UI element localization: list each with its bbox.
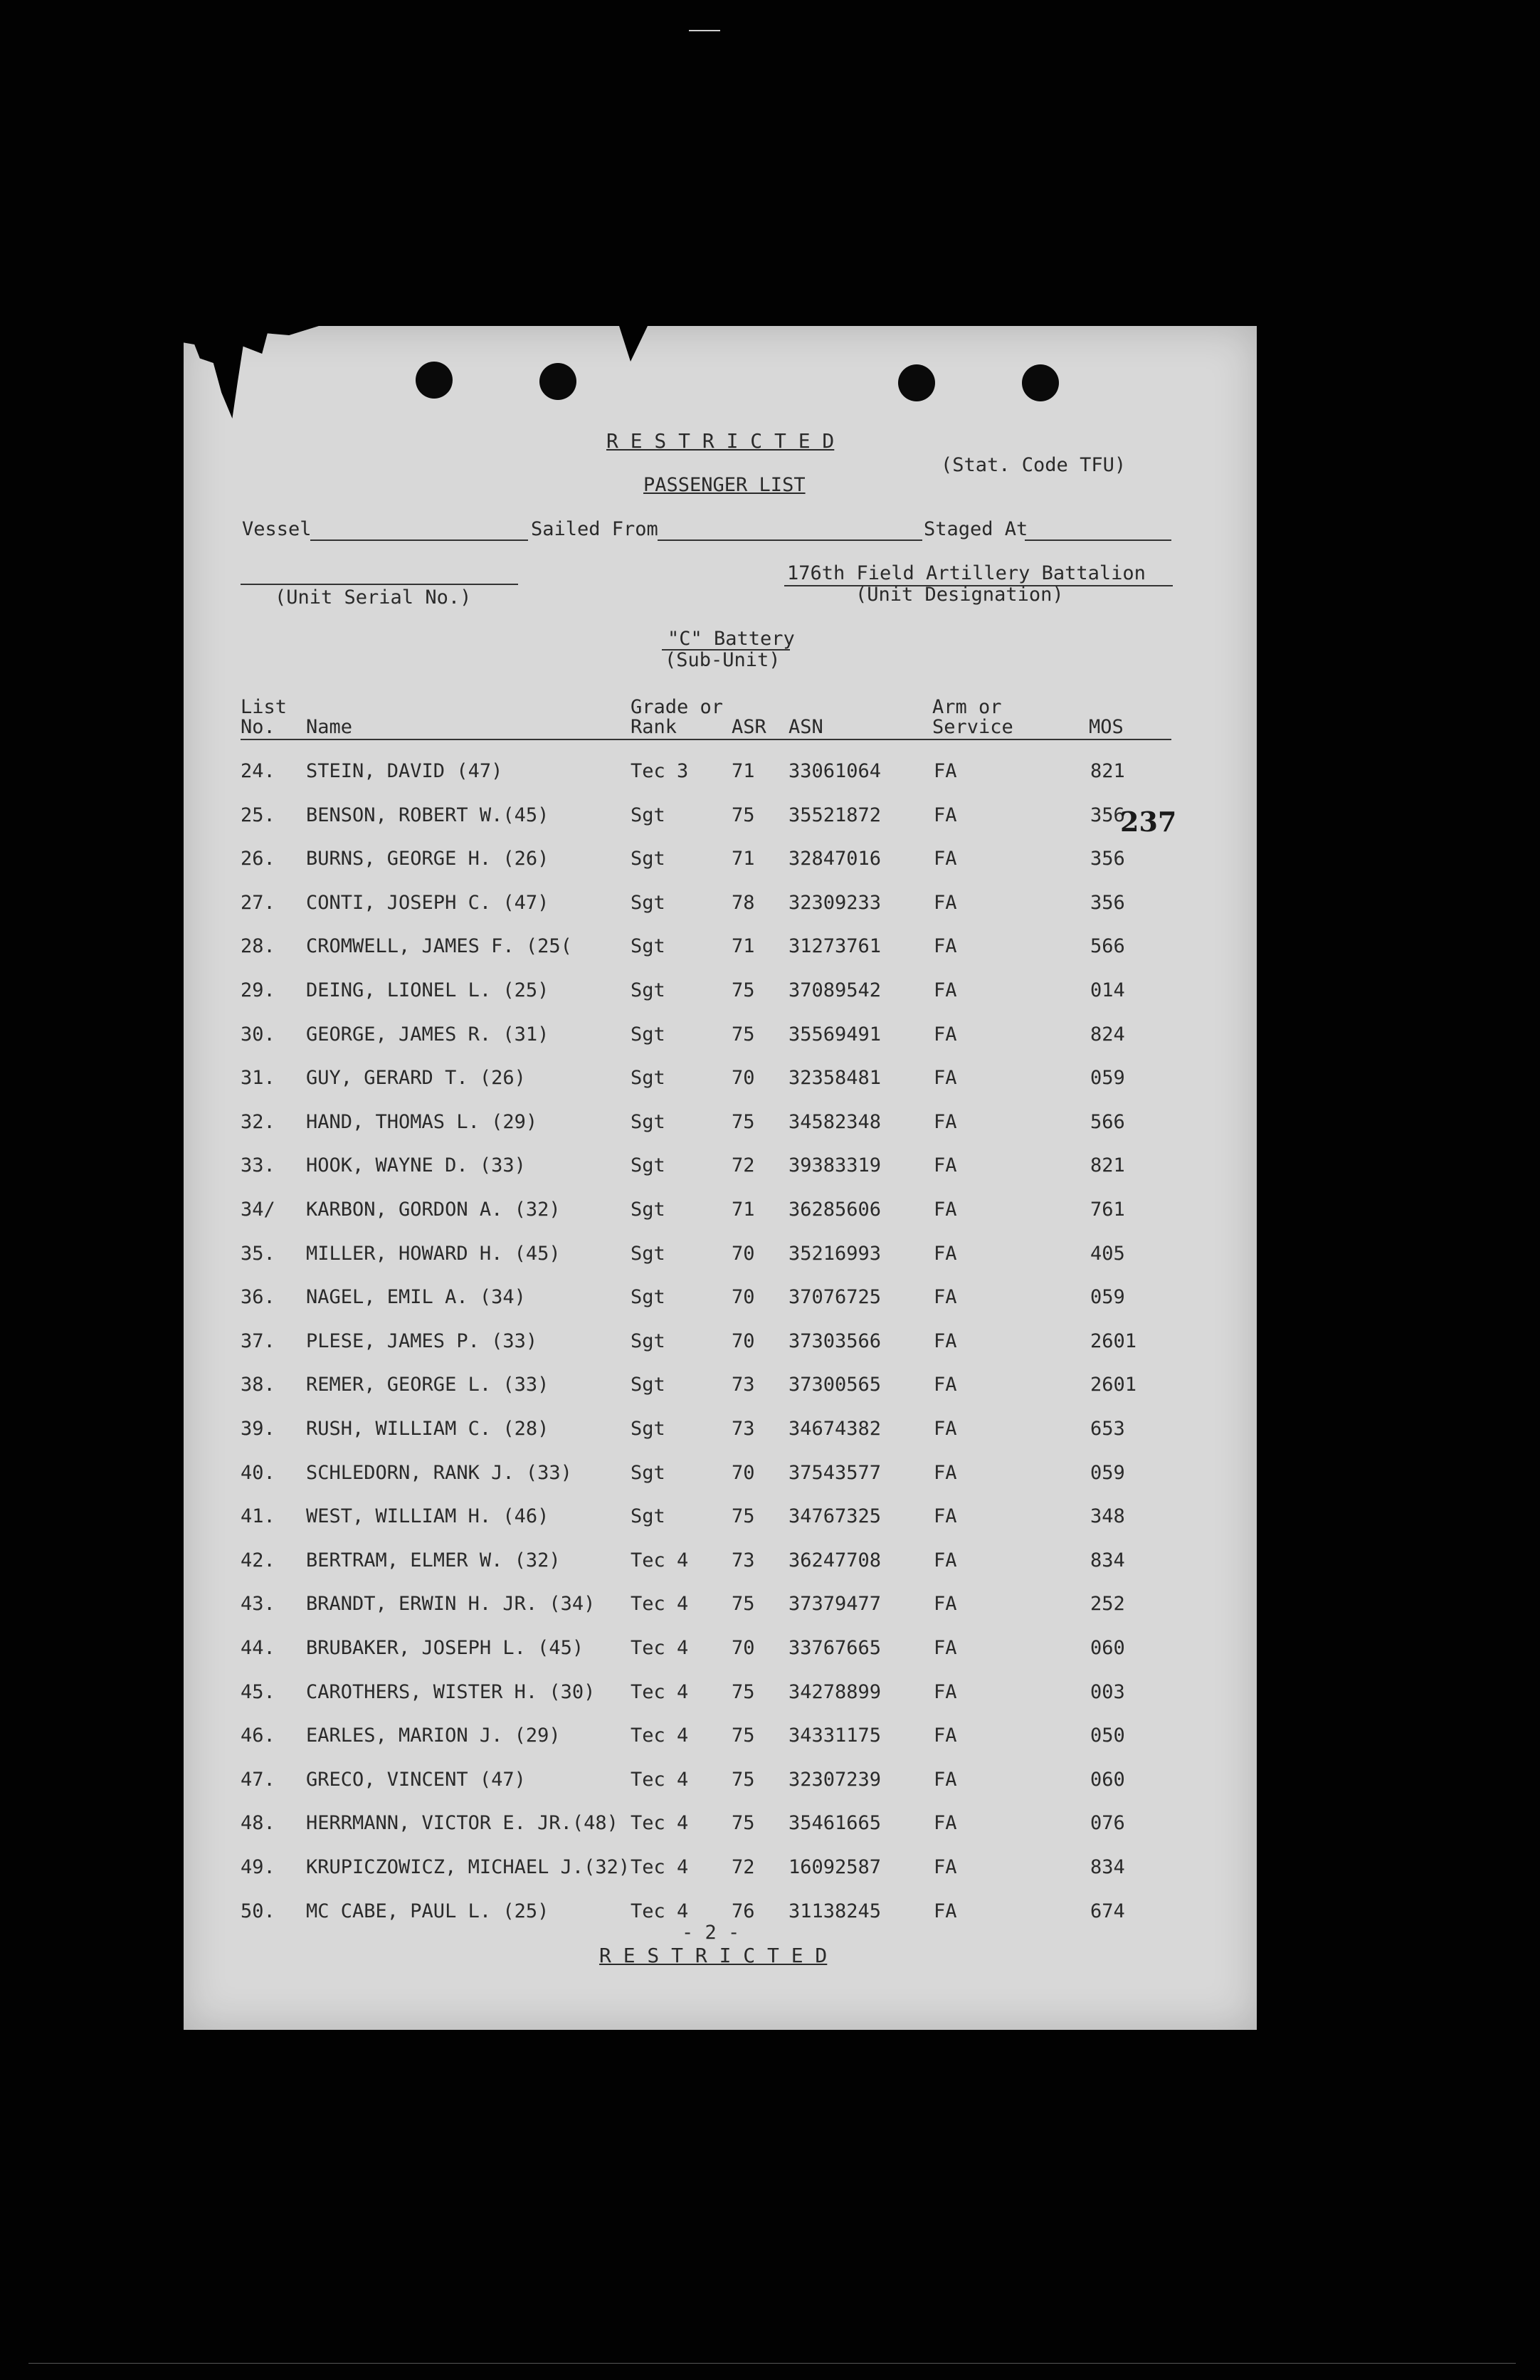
row-asn: 33767665 [789,1637,882,1659]
row-list-no: 27. [241,891,275,914]
row-list-no: 38. [241,1374,275,1396]
row-asr: 75 [732,1505,755,1528]
table-row [184,1243,1257,1271]
row-list-no: 36. [241,1286,275,1309]
row-asr: 70 [732,1067,755,1090]
table-row [184,1856,1257,1885]
row-list-no: 42. [241,1549,275,1571]
table-row [184,1593,1257,1621]
row-asr: 70 [732,1637,755,1659]
row-mos: 076 [1090,1812,1125,1835]
row-asr: 72 [732,1856,755,1878]
col-name: Name [306,716,353,738]
row-asn: 32309233 [789,891,882,914]
row-mos: 674 [1090,1900,1125,1922]
row-asr: 70 [732,1286,755,1309]
row-arm: FA [934,1856,957,1878]
col-asr: ASR [732,716,766,738]
table-row [184,1769,1257,1797]
row-list-no: 47. [241,1768,275,1791]
row-name: REMER, GEORGE L. (33) [306,1374,549,1396]
row-name: HERRMANN, VICTOR E. JR.(48) [306,1812,618,1835]
row-rank: Sgt [631,1329,665,1352]
row-asr: 70 [732,1461,755,1484]
row-asn: 35569491 [789,1023,882,1046]
row-list-no: 25. [241,804,275,826]
row-arm: FA [934,760,957,782]
row-name: MILLER, HOWARD H. (45) [306,1242,561,1265]
row-asr: 73 [732,1418,755,1440]
row-mos: 059 [1090,1067,1125,1090]
row-name: BURNS, GEORGE H. (26) [306,848,549,870]
row-arm: FA [934,1900,957,1922]
row-asr: 71 [732,935,755,958]
row-arm: FA [934,1067,957,1090]
table-row [184,1418,1257,1446]
row-mos: 003 [1090,1680,1125,1703]
vessel-label: Vessel [242,518,312,540]
row-name: SCHLEDORN, RANK J. (33) [306,1461,572,1484]
table-row [184,1286,1257,1315]
row-list-no: 37. [241,1329,275,1352]
row-asr: 71 [732,848,755,870]
row-rank: Sgt [631,979,665,1001]
row-rank: Sgt [631,1023,665,1046]
row-rank: Tec 4 [631,1768,689,1791]
row-asn: 34674382 [789,1418,882,1440]
row-mos: 566 [1090,935,1125,958]
table-row [184,1549,1257,1578]
row-name: DEING, LIONEL L. (25) [306,979,549,1001]
row-asn: 32307239 [789,1768,882,1791]
row-asr: 76 [732,1900,755,1922]
sub-unit-label: (Sub-Unit) [665,649,781,671]
row-arm: FA [934,1549,957,1571]
row-name: BRUBAKER, JOSEPH L. (45) [306,1637,584,1659]
row-mos: 060 [1090,1637,1125,1659]
row-mos: 059 [1090,1286,1125,1309]
table-row [184,1681,1257,1710]
unit-designation-value: 176th Field Artillery Battalion [787,562,1146,584]
row-rank: Sgt [631,1461,665,1484]
row-name: GRECO, VINCENT (47) [306,1768,526,1791]
table-row [184,1330,1257,1359]
col-list-no-top: List [241,696,288,718]
row-asn: 35521872 [789,804,882,826]
row-name: MC CABE, PAUL L. (25) [306,1900,549,1922]
row-arm: FA [934,1505,957,1528]
row-arm: FA [934,1461,957,1484]
row-asn: 36247708 [789,1549,882,1571]
passenger-table [184,0,1257,2380]
row-arm: FA [934,1242,957,1265]
row-mos: 834 [1090,1856,1125,1878]
row-asr: 75 [732,1023,755,1046]
row-asn: 31138245 [789,1900,882,1922]
row-name: STEIN, DAVID (47) [306,760,503,782]
row-arm: FA [934,848,957,870]
row-arm: FA [934,1286,957,1309]
row-list-no: 45. [241,1680,275,1703]
row-mos: 405 [1090,1242,1125,1265]
table-row [184,892,1257,920]
row-list-no: 35. [241,1242,275,1265]
row-asr: 73 [732,1374,755,1396]
col-grade-bottom: Rank [631,716,677,738]
col-asn: ASN [789,716,823,738]
row-asn: 32847016 [789,848,882,870]
row-asn: 34767325 [789,1505,882,1528]
row-asr: 75 [732,1593,755,1616]
row-rank: Sgt [631,1242,665,1265]
row-mos: 2601 [1090,1374,1137,1396]
row-name: KRUPICZOWICZ, MICHAEL J.(32) [306,1856,631,1878]
row-name: RUSH, WILLIAM C. (28) [306,1418,549,1440]
row-arm: FA [934,1110,957,1133]
row-name: HAND, THOMAS L. (29) [306,1110,538,1133]
row-asn: 39383319 [789,1154,882,1177]
row-asr: 71 [732,1199,755,1221]
row-asn: 37543577 [789,1461,882,1484]
row-mos: 821 [1090,1154,1125,1177]
row-mos: 653 [1090,1418,1125,1440]
row-asr: 72 [732,1154,755,1177]
row-rank: Sgt [631,1505,665,1528]
document-title: PASSENGER LIST [643,474,806,496]
page-number: - 2 - [682,1922,740,1944]
row-rank: Sgt [631,935,665,958]
row-rank: Tec 3 [631,760,689,782]
row-list-no: 49. [241,1856,275,1878]
row-list-no: 30. [241,1023,275,1046]
table-row [184,760,1257,789]
row-arm: FA [934,1199,957,1221]
row-mos: 014 [1090,979,1125,1001]
row-rank: Tec 4 [631,1549,689,1571]
table-row [184,804,1257,833]
table-row [184,1067,1257,1095]
row-asn: 34582348 [789,1110,882,1133]
row-rank: Sgt [631,1418,665,1440]
row-rank: Sgt [631,1374,665,1396]
row-name: NAGEL, EMIL A. (34) [306,1286,526,1309]
row-asr: 70 [732,1242,755,1265]
row-list-no: 50. [241,1900,275,1922]
row-arm: FA [934,1593,957,1616]
row-rank: Sgt [631,1067,665,1090]
row-asr: 71 [732,760,755,782]
row-asn: 37300565 [789,1374,882,1396]
row-rank: Tec 4 [631,1725,689,1747]
row-mos: 060 [1090,1768,1125,1791]
row-mos: 2601 [1090,1329,1137,1352]
row-arm: FA [934,1812,957,1835]
row-arm: FA [934,1725,957,1747]
row-arm: FA [934,1023,957,1046]
row-rank: Tec 4 [631,1637,689,1659]
table-row [184,979,1257,1008]
col-arm-bottom: Service [932,716,1013,738]
row-asn: 37076725 [789,1286,882,1309]
stat-code: (Stat. Code TFU) [941,454,1127,476]
row-list-no: 28. [241,935,275,958]
row-asr: 75 [732,1110,755,1133]
row-list-no: 48. [241,1812,275,1835]
row-mos: 252 [1090,1593,1125,1616]
row-rank: Tec 4 [631,1680,689,1703]
row-asn: 37303566 [789,1329,882,1352]
classification-bottom: R E S T R I C T E D [599,1944,828,1967]
row-rank: Sgt [631,891,665,914]
row-mos: 356 [1090,891,1125,914]
sailed-from-label: Sailed From [531,518,658,540]
row-mos: 356 [1090,804,1125,826]
row-list-no: 41. [241,1505,275,1528]
row-arm: FA [934,979,957,1001]
row-asn: 37379477 [789,1593,882,1616]
row-mos: 348 [1090,1505,1125,1528]
row-mos: 821 [1090,760,1125,782]
row-asr: 75 [732,979,755,1001]
row-asr: 70 [732,1329,755,1352]
row-name: PLESE, JAMES P. (33) [306,1329,538,1352]
table-row [184,1374,1257,1402]
row-list-no: 29. [241,979,275,1001]
row-arm: FA [934,1154,957,1177]
col-grade-top: Grade or [631,696,724,718]
col-arm-top: Arm or [932,696,1002,718]
table-row [184,1637,1257,1665]
row-asn: 31273761 [789,935,882,958]
row-arm: FA [934,804,957,826]
row-list-no: 34/ [241,1199,275,1221]
stamp-number: 237 [1120,806,1177,838]
row-list-no: 43. [241,1593,275,1616]
row-name: BERTRAM, ELMER W. (32) [306,1549,561,1571]
row-arm: FA [934,1768,957,1791]
row-name: CROMWELL, JAMES F. (25( [306,935,572,958]
row-asn: 33061064 [789,760,882,782]
row-list-no: 40. [241,1461,275,1484]
row-rank: Sgt [631,804,665,826]
row-arm: FA [934,1418,957,1440]
row-rank: Tec 4 [631,1812,689,1835]
row-mos: 059 [1090,1461,1125,1484]
row-name: GUY, GERARD T. (26) [306,1067,526,1090]
row-list-no: 32. [241,1110,275,1133]
row-asn: 32358481 [789,1067,882,1090]
table-row [184,848,1257,876]
row-list-no: 31. [241,1067,275,1090]
row-asr: 75 [732,1768,755,1791]
row-rank: Sgt [631,1199,665,1221]
row-asn: 34278899 [789,1680,882,1703]
staged-at-label: Staged At [924,518,1028,540]
row-rank: Tec 4 [631,1900,689,1922]
row-mos: 761 [1090,1199,1125,1221]
row-rank: Sgt [631,1154,665,1177]
classification-top: R E S T R I C T E D [606,429,835,453]
row-rank: Sgt [631,848,665,870]
row-arm: FA [934,891,957,914]
col-list-no-bottom: No. [241,716,275,738]
row-list-no: 39. [241,1418,275,1440]
row-asn: 35461665 [789,1812,882,1835]
row-mos: 566 [1090,1110,1125,1133]
unit-serial-label: (Unit Serial No.) [275,586,472,609]
row-rank: Sgt [631,1110,665,1133]
sub-unit-value: "C" Battery [668,628,795,650]
row-asn: 16092587 [789,1856,882,1878]
table-row [184,1812,1257,1841]
row-list-no: 24. [241,760,275,782]
row-name: BRANDT, ERWIN H. JR. (34) [306,1593,596,1616]
row-name: CAROTHERS, WISTER H. (30) [306,1680,596,1703]
row-asr: 75 [732,1725,755,1747]
row-arm: FA [934,1329,957,1352]
row-asr: 75 [732,804,755,826]
row-list-no: 44. [241,1637,275,1659]
row-name: BENSON, ROBERT W.(45) [306,804,549,826]
row-name: KARBON, GORDON A. (32) [306,1199,561,1221]
row-rank: Sgt [631,1286,665,1309]
row-name: CONTI, JOSEPH C. (47) [306,891,549,914]
row-asr: 73 [732,1549,755,1571]
row-name: EARLES, MARION J. (29) [306,1725,561,1747]
col-mos: MOS [1089,716,1124,738]
row-rank: Tec 4 [631,1593,689,1616]
row-mos: 050 [1090,1725,1125,1747]
table-row [184,1505,1257,1534]
row-list-no: 46. [241,1725,275,1747]
table-row [184,935,1257,964]
row-name: HOOK, WAYNE D. (33) [306,1154,526,1177]
row-asr: 78 [732,891,755,914]
row-mos: 824 [1090,1023,1125,1046]
row-arm: FA [934,1680,957,1703]
row-asn: 36285606 [789,1199,882,1221]
table-row [184,1154,1257,1183]
row-list-no: 26. [241,848,275,870]
row-rank: Tec 4 [631,1856,689,1878]
row-arm: FA [934,935,957,958]
table-row [184,1111,1257,1139]
row-asn: 35216993 [789,1242,882,1265]
table-row [184,1462,1257,1490]
unit-designation-label: (Unit Designation) [855,584,1064,606]
row-name: GEORGE, JAMES R. (31) [306,1023,549,1046]
row-name: WEST, WILLIAM H. (46) [306,1505,549,1528]
row-asr: 75 [732,1812,755,1835]
row-mos: 834 [1090,1549,1125,1571]
row-list-no: 33. [241,1154,275,1177]
row-asr: 75 [732,1680,755,1703]
row-asn: 37089542 [789,979,882,1001]
table-row [184,1199,1257,1227]
table-row [184,1023,1257,1052]
row-arm: FA [934,1637,957,1659]
row-asn: 34331175 [789,1725,882,1747]
row-mos: 356 [1090,848,1125,870]
row-arm: FA [934,1374,957,1396]
table-row [184,1725,1257,1753]
